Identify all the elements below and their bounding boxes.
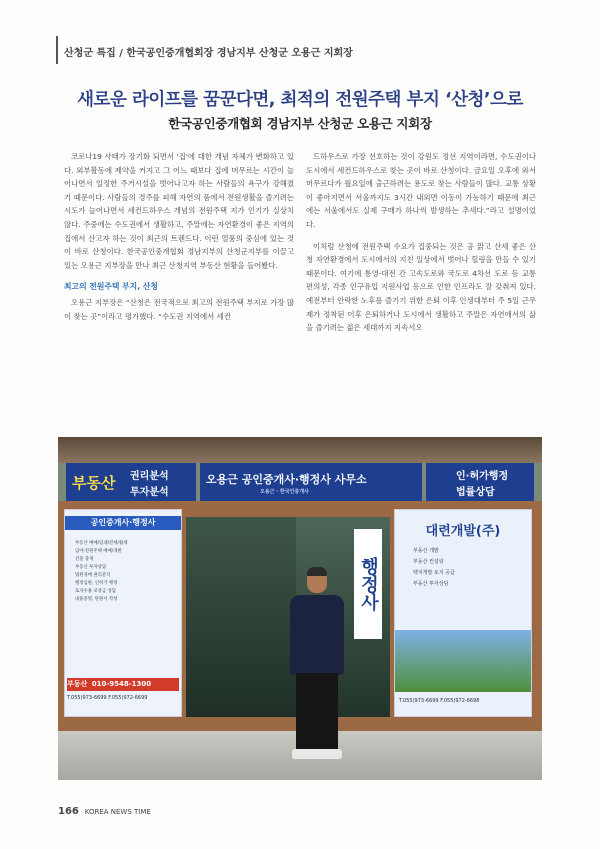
page-number: 166 <box>58 806 79 817</box>
storefront-photo <box>58 437 542 780</box>
section-heading: 최고의 전원주택 부지, 산청 <box>64 282 158 292</box>
poster-right-title: 대련개발(주) <box>425 524 501 539</box>
roof-eaves <box>58 437 542 463</box>
person-trousers <box>296 673 338 753</box>
article-title: 새로운 라이프를 꿈꾼다면, 최적의 전원주택 부지 ‘산청’으로 <box>77 90 523 110</box>
page-footer <box>58 806 151 817</box>
poster-item: 부동산 개발 <box>413 548 439 554</box>
sign-office: 오용근 공인중개사·행정사 사무소 오용근 · 한국인중개사 <box>200 463 422 501</box>
poster-item: 부동산 컨설팅 <box>413 559 444 565</box>
text-column-left <box>64 150 294 331</box>
poster-item: 부동산 투자상담 <box>413 581 449 587</box>
poster-item: 임야·전원주택 매매/개발 <box>75 549 122 554</box>
poster-phone-banner: 부동산 010-9548-1300 <box>67 678 179 691</box>
body-paragraph: 이처럼 산청에 전원주택 수요가 집중되는 것은 공 맑고 산세 좋은 산청 자연환경에서 도시에서의 지친 일상에서 벗어나 힐링을 만들 수 있기 때문이다. 여기에 통영-대전 간 고속도로와 국도로 4차선 도로 등 교통 편의성, 각종 인구유입 지원사업 등으로 인한 인프라도 잘 갖춰져 있다. 예전부터 안락한 노후를 즐기기 위한 은퇴 이후 인생대부터 주 5일 근무제가 정착된 이후 은퇴하거나 도시에서 생활하고 주말은 자연에서의 삶을 즐기려는 젊은 세대까지 지속서오 <box>306 241 536 333</box>
poster-house-image <box>395 630 531 692</box>
poster-item: 택지개발 토지 공급 <box>413 570 455 576</box>
sign-realestate: 부동산 권리분석 투자분석 <box>66 463 196 501</box>
poster-item: 법원경매 권리분석 <box>75 573 111 578</box>
body-paragraph: 드하우스로 가장 선호하는 것이 강원도 정선 지역이라면, 수도권이나 도시에서 세컨드하우스로 찾는 곳이 바로 산청이다. 금요일 오후에 와서 머무르다가 월요일에 출근하려는 용도로 찾는 사람들이 많다. 교통 상황이 좋아지면서 서울까지도 3시간 내외면 이동이 가능하기 때문에 최근에는 서울에서도 실제 구매가 하나씩 발생하는 추세다.”라고 설명이었다. <box>306 152 536 229</box>
body-paragraph: 오용근 지부장은 “산청은 전국적으로 최고의 전원주택 부지로 가장 많이 찾는 곳”이라고 평가했다. “수도권 지역에서 세컨 <box>64 297 294 321</box>
glass-door-left <box>186 517 296 717</box>
poster-tel: T.055)973-6699 F.055)972-6699 <box>67 695 148 701</box>
text-column-right <box>306 150 536 343</box>
poster-item: 부동산 매매/임대/전세/월세 <box>75 541 128 546</box>
poster-item: 건물 중개 <box>75 557 94 562</box>
magazine-name: KOREA NEWS TIME <box>84 808 151 816</box>
poster-item: 내용증명, 탄원서 작성 <box>75 597 118 602</box>
person-jacket <box>290 595 344 675</box>
poster-item: 토지수용 보상금 상담 <box>75 589 116 594</box>
article-subtitle: 한국공인중개협회 경남지부 산청군 오용근 지회장 <box>168 116 432 131</box>
poster-left: 공인중개사·행정사 부동산 매매/임대/전세/월세 임야·전원주택 매매/개발 건물 중개 부동산 투자상담 법원경매 권리분석 행정심판, 인허가 행정 토지수용 보상금 상담 내용증명, 탄원서 작성 부동산 010-9548-1300 T.055)973-6699 F.055)972-6699 <box>64 509 182 717</box>
sign-consulting: 인·허가행정 법률상담 <box>426 463 534 501</box>
person-hair <box>307 567 327 576</box>
body-paragraph: 코로나19 사태가 장기화 되면서 '집'에 대한 개념 자체가 변화하고 있다. 외부활동에 제약을 커지고 그 어느 때보다 집에 머무르는 시간이 늘어나면서 일정한 주거시설을 벗어나고자 하는 사람들의 욕구가 강해졌기 때문이다. 사람들의 경주를 피해 자연의 품에서 전원생활을 즐기려는 시도가 늘어나면서 세컨드하우스 개념의 전원주택 지가 인기가 실상치 않다. 주중에는 수도권에서 생활하고, 주말에는 자연환경이 좋은 지역의 집에서 산고자 하는 것이 최근의 트렌드다. 이런 열풍의 중심에 있는 것이 바로 산청이다. 한국공인중개협회 경남지부의 산청군지부를 이끌고 있는 오용근 지부장을 만나 최근 산청지역 부동산 현황을 들어봤다. <box>64 152 294 270</box>
poster-right-list <box>413 546 455 590</box>
poster-right <box>394 509 532 717</box>
person-shoes <box>292 749 342 759</box>
header-accent-bar <box>56 36 58 64</box>
poster-left-list <box>75 540 128 604</box>
poster-item: 부동산 투자상담 <box>75 565 107 570</box>
section-label: 산청군 특집 / 한국공인중개협회장 경남지부 산청군 오용근 지회장 <box>64 48 353 59</box>
poster-item: 행정심판, 인허가 행정 <box>75 581 118 586</box>
window-sign-vertical: 행정사 <box>354 529 382 639</box>
poster-tel: T.055)973-6699 F.055)972-6698 <box>399 698 480 704</box>
